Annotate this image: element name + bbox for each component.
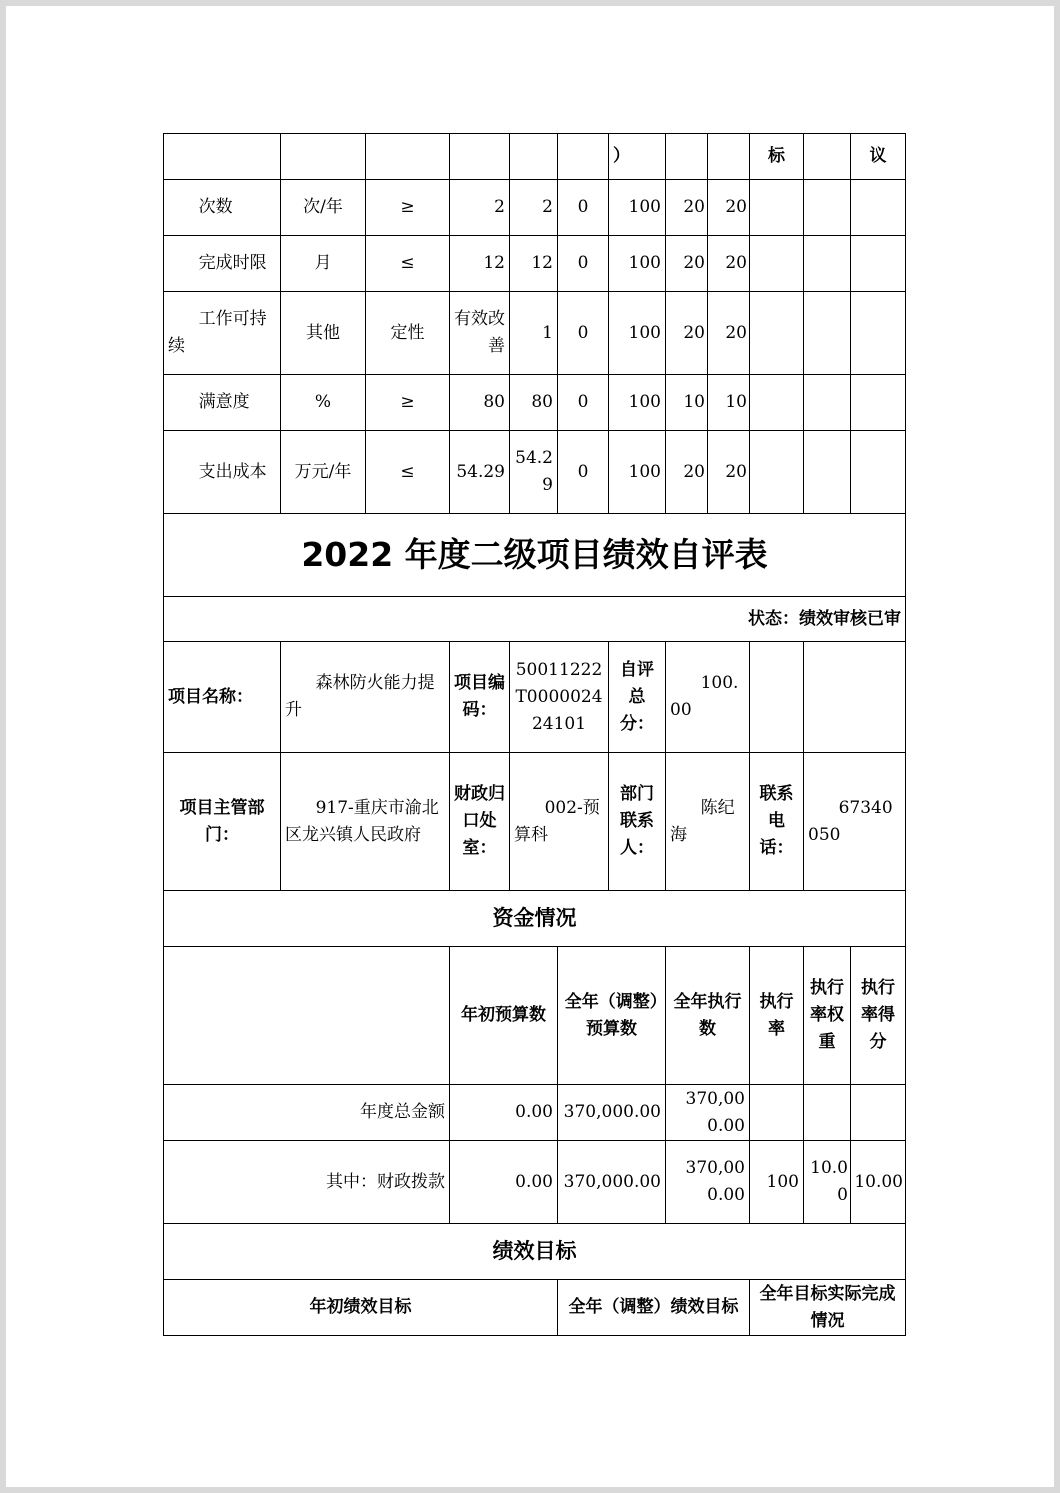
phone-value: 67340050 — [804, 753, 906, 891]
office-label: 财政归口处室： — [450, 753, 510, 891]
indicator-value: 20 — [708, 431, 750, 514]
funds-header: 执行率权重 — [804, 947, 851, 1085]
indicator-value: 10 — [666, 375, 708, 431]
funds-weight: 10.00 — [804, 1141, 851, 1224]
score-value: 100.00 — [666, 642, 750, 753]
funds-header: 全年执行数 — [666, 947, 750, 1085]
funds-executed: 370,000.00 — [666, 1085, 750, 1141]
indicator-row — [164, 180, 906, 236]
funds-row-label: 其中：财政拨款 — [164, 1141, 450, 1224]
indicator-value: 0 — [558, 180, 609, 236]
goals-header-actual: 全年目标实际完成情况 — [750, 1280, 906, 1336]
indicator-value: 100 — [609, 375, 666, 431]
project-info-row — [164, 642, 906, 753]
phone-label: 联系电话： — [750, 753, 804, 891]
contact-label: 部门联系人： — [609, 753, 666, 891]
indicator-name: 支出成本 — [164, 431, 281, 514]
header-cell: 议 — [851, 134, 906, 180]
project-info-row — [164, 753, 906, 891]
funds-row — [164, 1085, 906, 1141]
indicator-unit: 万元/年 — [281, 431, 366, 514]
indicator-name: 完成时限 — [164, 236, 281, 292]
funds-header: 执行率 — [750, 947, 804, 1085]
indicator-unit: % — [281, 375, 366, 431]
indicator-target: 80 — [450, 375, 510, 431]
indicator-name: 工作可持续 — [164, 292, 281, 375]
dept-value: 917-重庆市渝北区龙兴镇人民政府 — [281, 753, 450, 891]
dept-label: 项目主管部门： — [164, 753, 281, 891]
indicator-value: 10 — [708, 375, 750, 431]
indicator-row — [164, 375, 906, 431]
funds-score — [851, 1085, 906, 1141]
indicator-operator: ≤ — [366, 236, 450, 292]
indicator-name: 次数 — [164, 180, 281, 236]
document-page — [6, 6, 1054, 1487]
indicator-row — [164, 292, 906, 375]
indicator-target: 有效改善 — [450, 292, 510, 375]
funds-header: 年初预算数 — [450, 947, 558, 1085]
indicator-operator: 定性 — [366, 292, 450, 375]
funds-rate — [750, 1085, 804, 1141]
performance-form-table — [163, 133, 906, 1336]
indicator-name: 满意度 — [164, 375, 281, 431]
indicator-row — [164, 236, 906, 292]
goals-header-adjusted: 全年（调整）绩效目标 — [558, 1280, 750, 1336]
funds-row-label: 年度总金额 — [164, 1085, 450, 1141]
indicator-value: 20 — [708, 292, 750, 375]
indicator-value: 100 — [609, 431, 666, 514]
project-code-value: 50011222T000002424101 — [510, 642, 609, 753]
funds-header: 执行率得分 — [851, 947, 906, 1085]
office-value: 002-预算科 — [510, 753, 609, 891]
indicator-operator: ≥ — [366, 180, 450, 236]
goals-section-title: 绩效目标 — [164, 1224, 906, 1280]
indicator-unit: 其他 — [281, 292, 366, 375]
indicator-value: 20 — [666, 292, 708, 375]
indicator-actual: 80 — [510, 375, 558, 431]
funds-row — [164, 1141, 906, 1224]
indicator-header-row — [164, 134, 906, 180]
project-name-label: 项目名称： — [164, 642, 281, 753]
form-title: 2022 年度二级项目绩效自评表 — [164, 514, 906, 597]
indicator-unit: 次/年 — [281, 180, 366, 236]
indicator-row — [164, 431, 906, 514]
indicator-value: 0 — [558, 292, 609, 375]
indicator-actual: 12 — [510, 236, 558, 292]
funds-initial: 0.00 — [450, 1141, 558, 1224]
goals-header-row — [164, 1280, 906, 1336]
score-label: 自评总分： — [609, 642, 666, 753]
funds-header: 全年（调整）预算数 — [558, 947, 666, 1085]
project-name-value: 森林防火能力提升 — [281, 642, 450, 753]
indicator-value: 20 — [708, 180, 750, 236]
funds-initial: 0.00 — [450, 1085, 558, 1141]
indicator-value: 20 — [666, 431, 708, 514]
indicator-value: 0 — [558, 236, 609, 292]
funds-adjusted: 370,000.00 — [558, 1085, 666, 1141]
indicator-value: 0 — [558, 375, 609, 431]
indicator-operator: ≤ — [366, 431, 450, 514]
funds-adjusted: 370,000.00 — [558, 1141, 666, 1224]
funds-section-title: 资金情况 — [164, 891, 906, 947]
indicator-actual: 54.29 — [510, 431, 558, 514]
funds-header-row — [164, 947, 906, 1085]
indicator-actual: 1 — [510, 292, 558, 375]
indicator-target: 54.29 — [450, 431, 510, 514]
status-text: 状态：绩效审核已审 — [164, 597, 906, 642]
header-cell: ） — [609, 134, 666, 180]
indicator-target: 2 — [450, 180, 510, 236]
indicator-value: 20 — [708, 236, 750, 292]
indicator-operator: ≥ — [366, 375, 450, 431]
indicator-target: 12 — [450, 236, 510, 292]
indicator-value: 0 — [558, 431, 609, 514]
funds-weight — [804, 1085, 851, 1141]
indicator-actual: 2 — [510, 180, 558, 236]
project-code-label: 项目编码： — [450, 642, 510, 753]
funds-score: 10.00 — [851, 1141, 906, 1224]
goals-header-initial: 年初绩效目标 — [164, 1280, 558, 1336]
contact-value: 陈纪海 — [666, 753, 750, 891]
header-cell: 标 — [750, 134, 804, 180]
indicator-value: 20 — [666, 236, 708, 292]
indicator-value: 20 — [666, 180, 708, 236]
funds-executed: 370,000.00 — [666, 1141, 750, 1224]
indicator-value: 100 — [609, 292, 666, 375]
funds-rate: 100 — [750, 1141, 804, 1224]
indicator-value: 100 — [609, 180, 666, 236]
indicator-unit: 月 — [281, 236, 366, 292]
indicator-value: 100 — [609, 236, 666, 292]
